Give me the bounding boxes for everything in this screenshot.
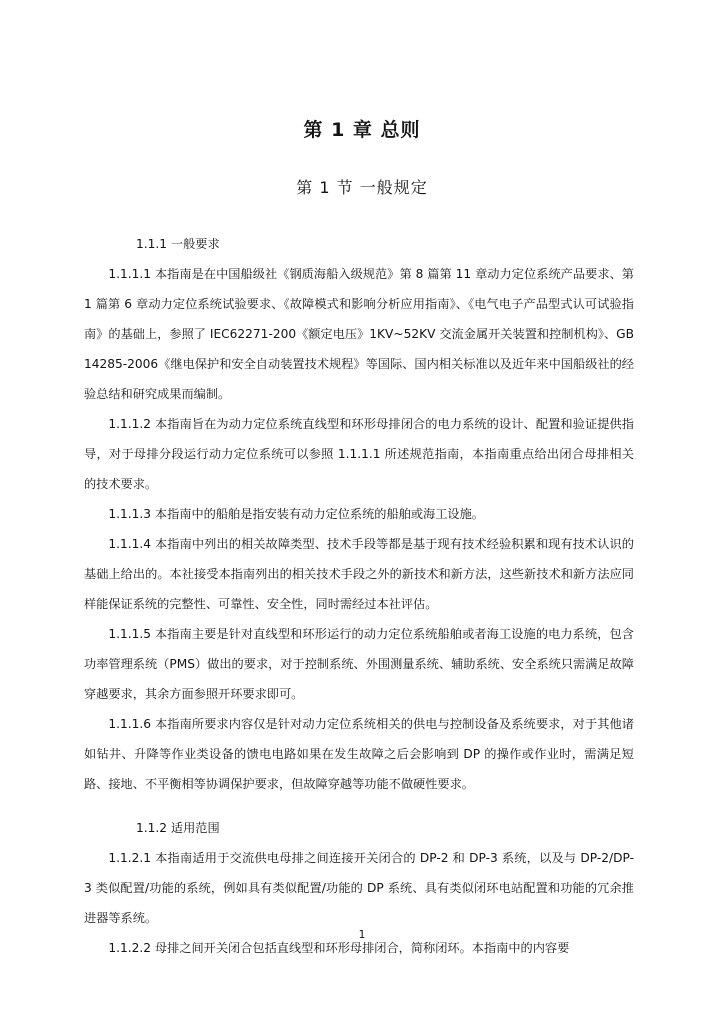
subsection-heading: 1.1.1 一般要求 [136,237,220,251]
chapter-title: 第 1 章 总则 [303,119,421,141]
paragraph: 1.1.2.1 本指南适用于交流供电母排之间连接开关闭合的 DP-2 和 DP-3 系统，以及与 DP-2/DP-3 类似配置/功能的系统，例如具有类似配置/功能的 DP 系统、具有类似闭环电站配置和功能的冗余推进器等系统。 [84,851,634,925]
paragraph: 1.1.1.3 本指南中的船舶是指安装有动力定位系统的船舶或海工设施。 [108,507,484,521]
paragraph: 1.1.1.5 本指南主要是针对直线型和环形运行的动力定位系统船舶或者海工设施的电力系统，包含功率管理系统（PMS）做出的要求，对于控制系统、外围测量系统、辅助系统、安全系统只需满足故障穿越要求，其余方面参照开环要求即可。 [84,627,634,701]
subsection-heading: 1.1.2 适用范围 [136,821,220,835]
page-number: 1 [358,928,366,941]
paragraph: 1.1.2.2 母排之间开关闭合包括直线型和环形母排闭合，简称闭环。本指南中的内容要 [108,941,570,955]
document-body [84,229,634,963]
section-title: 第 1 节 一般规定 [296,178,428,197]
paragraph: 1.1.1.1 本指南是在中国船级社《钢质海船入级规范》第 8 篇第 11 章动力定位系统产品要求、第 1 篇第 6 章动力定位系统试验要求、《故障模式和影响分析应用指南》、《电气电子产品型式认可试验指南》的基础上，参照了 IEC62271-200《额定电压》1KV~52KV 交流金属开关装置和控制机构》、GB14285-2006《继电保护和安全自动装置技术规程》等国际、国内相关标准以及近年来中国船级社的经验总结和研究成果而编制。 [84,267,634,401]
paragraph: 1.1.1.2 本指南旨在为动力定位系统直线型和环形母排闭合的电力系统的设计、配置和验证提供指导，对于母排分段运行动力定位系统可以参照 1.1.1.1 所述规范指南，本指南重点给出闭合母排相关的技术要求。 [84,417,634,491]
paragraph: 1.1.1.6 本指南所要求内容仅是针对动力定位系统相关的供电与控制设备及系统要求，对于其他诸如钻井、升降等作业类设备的馈电电路如果在发生故障之后会影响到 DP 的操作或作业时，需满足短路、接地、不平衡相等协调保护要求，但故障穿越等功能不做硬性要求。 [84,717,634,791]
paragraph: 1.1.1.4 本指南中列出的相关故障类型、技术手段等都是基于现有技术经验积累和现有技术认识的基础上给出的。本社接受本指南列出的相关技术手段之外的新技术和新方法，这些新技术和新方法应同样能保证系统的完整性、可靠性、安全性，同时需经过本社评估。 [84,537,634,611]
